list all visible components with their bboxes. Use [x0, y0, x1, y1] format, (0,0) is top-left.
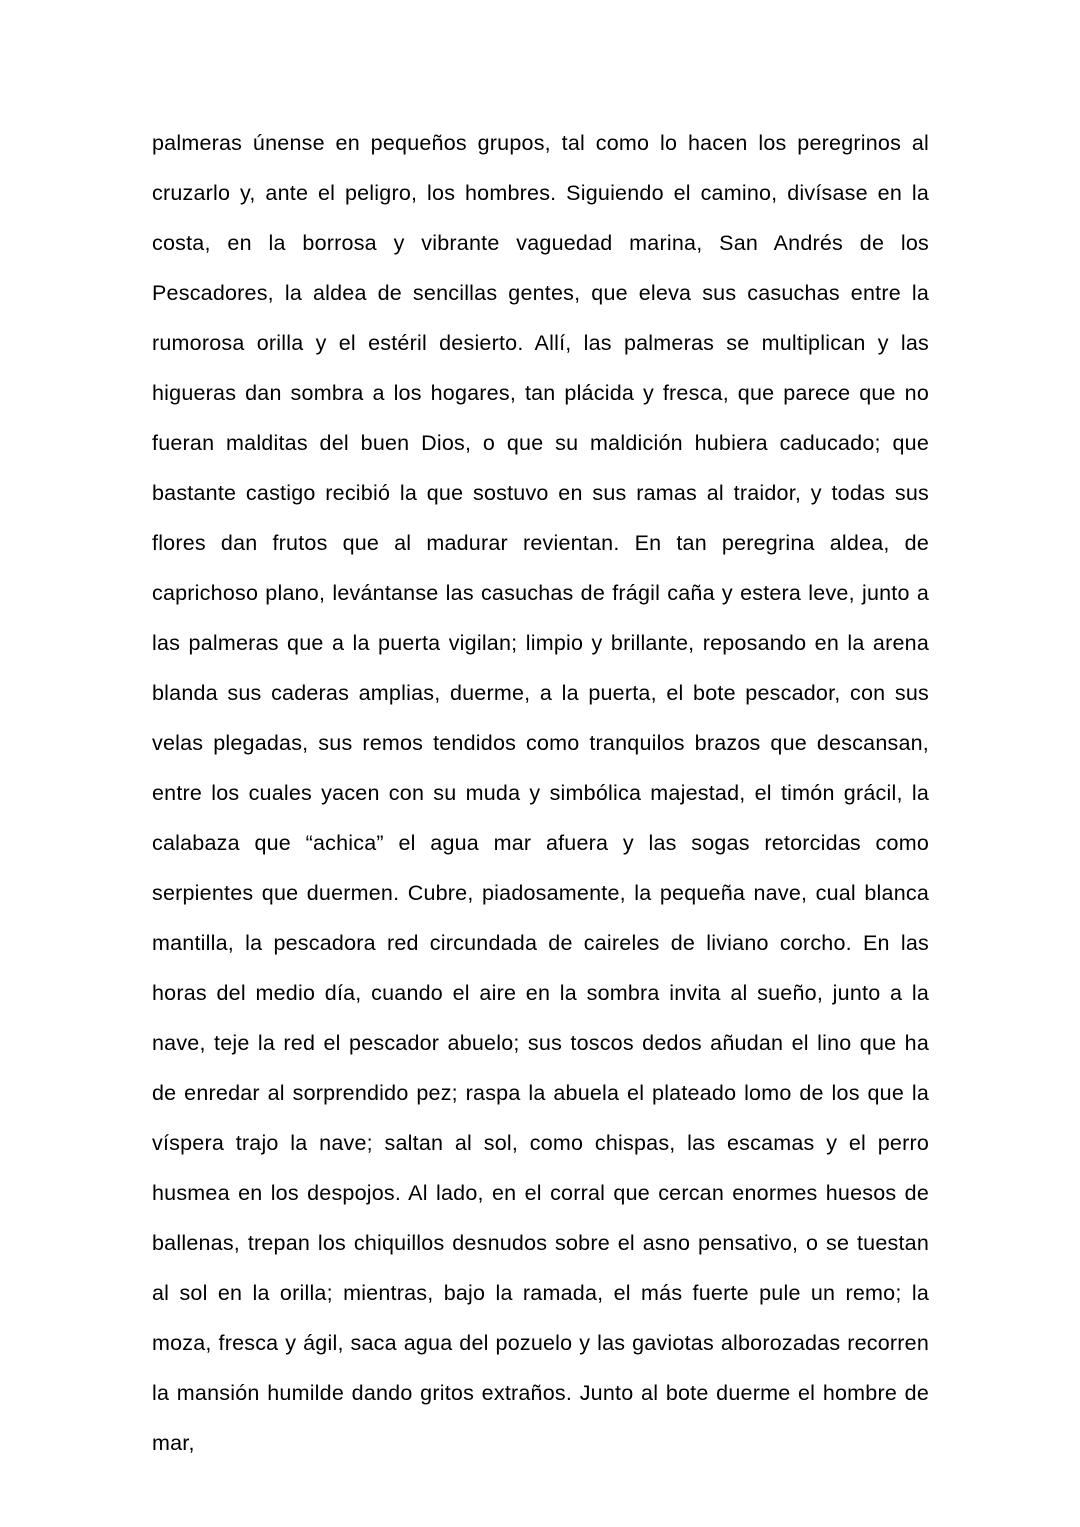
body-paragraph: palmeras únense en pequeños grupos, tal como lo hacen los peregrinos al cruzarlo y, ante el peligro, los hombres. Siguiendo el camino, divísase en la costa, en la borrosa y vibrante vaguedad marina, San Andrés de los Pescadores, la aldea de sencillas gentes, que eleva sus casuchas entre la rumorosa orilla y el estéril desierto. Allí, las palmeras se multiplican y las higueras dan sombra a los hogares, tan plácida y fresca, que parece que no fueran malditas del buen Dios, o que su maldición hubiera caducado; que bastante castigo recibió la que sostuvo en sus ramas al traidor, y todas sus flores dan frutos que al madurar revientan. En tan peregrina aldea, de caprichoso plano, levántanse las casuchas de frágil caña y estera leve, junto a las palmeras que a la puerta vigilan; limpio y brillante, reposando en la arena blanda sus caderas amplias, duerme, a la puerta, el bote pescador, con sus velas plegadas, sus remos tendidos como tranquilos brazos que descansan, entre los cuales yacen con su muda y simbólica majestad, el timón grácil, la calabaza que “achica” el agua mar afuera y las sogas retorcidas como serpientes que duermen. Cubre, piadosamente, la pequeña nave, cual blanca mantilla, la pescadora red circundada de caireles de liviano corcho. En las horas del medio día, cuando el aire en la sombra invita al sueño, junto a la nave, teje la red el pescador abuelo; sus toscos dedos añudan el lino que ha de enredar al sorprendido pez; raspa la abuela el plateado lomo de los que la víspera trajo la nave; saltan al sol, como chispas, las escamas y el perro husmea en los despojos. Al lado, en el corral que cercan enormes huesos de ballenas, trepan los chiquillos desnudos sobre el asno pensativo, o se tuestan al sol en la orilla; mientras, bajo la ramada, el más fuerte pule un remo; la moza, fresca y ágil, saca agua del pozuelo y las gaviotas alborozadas recorren la mansión humilde dando gritos extraños. Junto al bote duerme el hombre de mar,	[152, 131, 929, 1455]
body-text-column	[152, 118, 929, 1518]
